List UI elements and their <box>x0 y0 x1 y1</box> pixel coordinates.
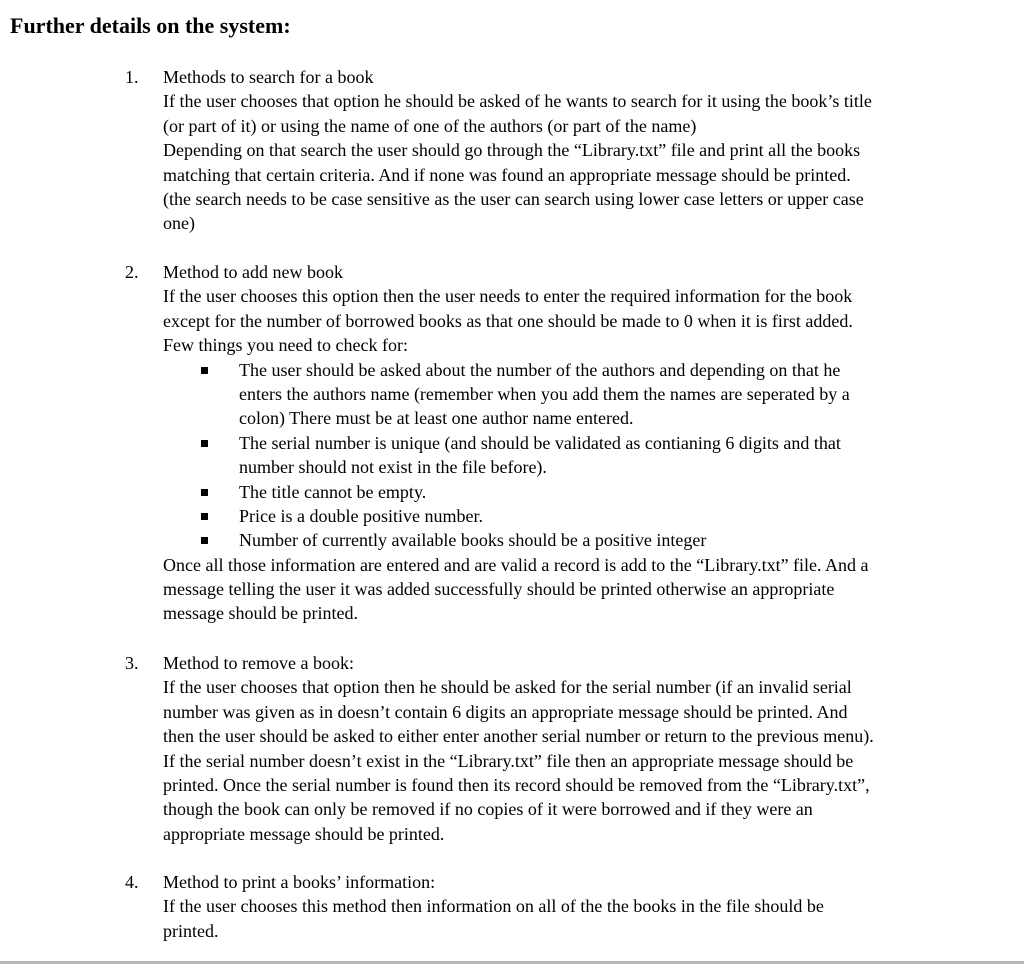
paragraph-line: (or part of it) or using the name of one of the authors (or part of the name) <box>163 115 697 136</box>
bullet-list <box>163 358 1013 553</box>
paragraph-line: though the book can only be removed if no copies of it were borrowed and if they were an <box>163 799 813 820</box>
paragraph-line: Depending on that search the user should go through the “Library.txt” file and print all the books <box>163 140 861 161</box>
bullet-item <box>163 504 1013 528</box>
paragraph-line: (the search needs to be case sensitive as the user can search using lower case letters or upper case <box>163 188 864 209</box>
paragraph-line: Few things you need to check for: <box>163 335 408 356</box>
paragraph-line: except for the number of borrowed books as that one should be made to 0 when it is first added. <box>163 310 853 331</box>
list-item-body <box>163 651 1013 846</box>
paragraph-line: number was given as in doesn’t contain 6 digits an appropriate message should be printed. And <box>163 701 848 722</box>
list-number: 1. <box>125 67 139 87</box>
bullet-line: Price is a double positive number. <box>239 505 483 526</box>
bullet-line: The title cannot be empty. <box>239 481 427 502</box>
bullet-line: colon) There must be at least one author name entered. <box>239 408 634 429</box>
section-heading: Method to remove a book: <box>163 653 354 673</box>
paragraph-line: If the user chooses this option then the user needs to enter the required information for the book <box>163 286 853 307</box>
list-item-body <box>163 870 1013 943</box>
square-bullet-icon <box>201 537 208 544</box>
page-title: Further details on the system: <box>10 13 291 38</box>
list-item-body <box>163 260 1013 626</box>
list-item-body <box>163 65 1013 236</box>
paragraph-line: message should be printed. <box>163 603 358 624</box>
bullet-line: Number of currently available books should be a positive integer <box>239 530 707 551</box>
bullet-item <box>163 480 1013 504</box>
bullet-item <box>163 528 1013 552</box>
paragraph-line: If the serial number doesn’t exist in the “Library.txt” file then an appropriate message should be <box>163 750 854 771</box>
section-heading: Method to print a books’ information: <box>163 872 436 892</box>
paragraph-line: If the user chooses that option he should be asked of he wants to search for it using the book’s title <box>163 91 872 112</box>
square-bullet-icon <box>201 489 208 496</box>
square-bullet-icon <box>201 367 208 374</box>
bullet-line: number should not exist in the file before). <box>239 457 547 478</box>
square-bullet-icon <box>201 440 208 447</box>
list-number: 3. <box>125 653 139 673</box>
list-number: 4. <box>125 872 139 892</box>
paragraph-line: appropriate message should be printed. <box>163 823 445 844</box>
bullet-line: The user should be asked about the number of the authors and depending on that he <box>239 359 841 380</box>
bullet-line: The serial number is unique (and should be validated as contianing 6 digits and that <box>239 432 841 453</box>
paragraph-line: If the user chooses that option then he should be asked for the serial number (if an invalid serial <box>163 677 852 698</box>
paragraph-line: Once all those information are entered and are valid a record is add to the “Library.txt” file. And a <box>163 554 869 575</box>
paragraph-line: printed. <box>163 920 219 941</box>
bullet-item <box>163 358 1013 431</box>
bullet-line: enters the authors name (remember when you add them the names are seperated by a <box>239 383 850 404</box>
paragraph-line: matching that certain criteria. And if none was found an appropriate message should be printed. <box>163 164 851 185</box>
list-number: 2. <box>125 262 139 282</box>
section-heading: Methods to search for a book <box>163 67 374 87</box>
paragraph-line: message telling the user it was added successfully should be printed otherwise an appropriate <box>163 579 835 600</box>
paragraph-line: one) <box>163 213 195 234</box>
bullet-item <box>163 431 1013 480</box>
square-bullet-icon <box>201 513 208 520</box>
paragraph-line: If the user chooses this method then information on all of the the books in the file should be <box>163 896 824 917</box>
paragraph-line: then the user should be asked to either enter another serial number or return to the previous menu). <box>163 726 874 747</box>
section-heading: Method to add new book <box>163 262 343 282</box>
paragraph-line: printed. Once the serial number is found then its record should be removed from the “Library.txt”, <box>163 774 870 795</box>
